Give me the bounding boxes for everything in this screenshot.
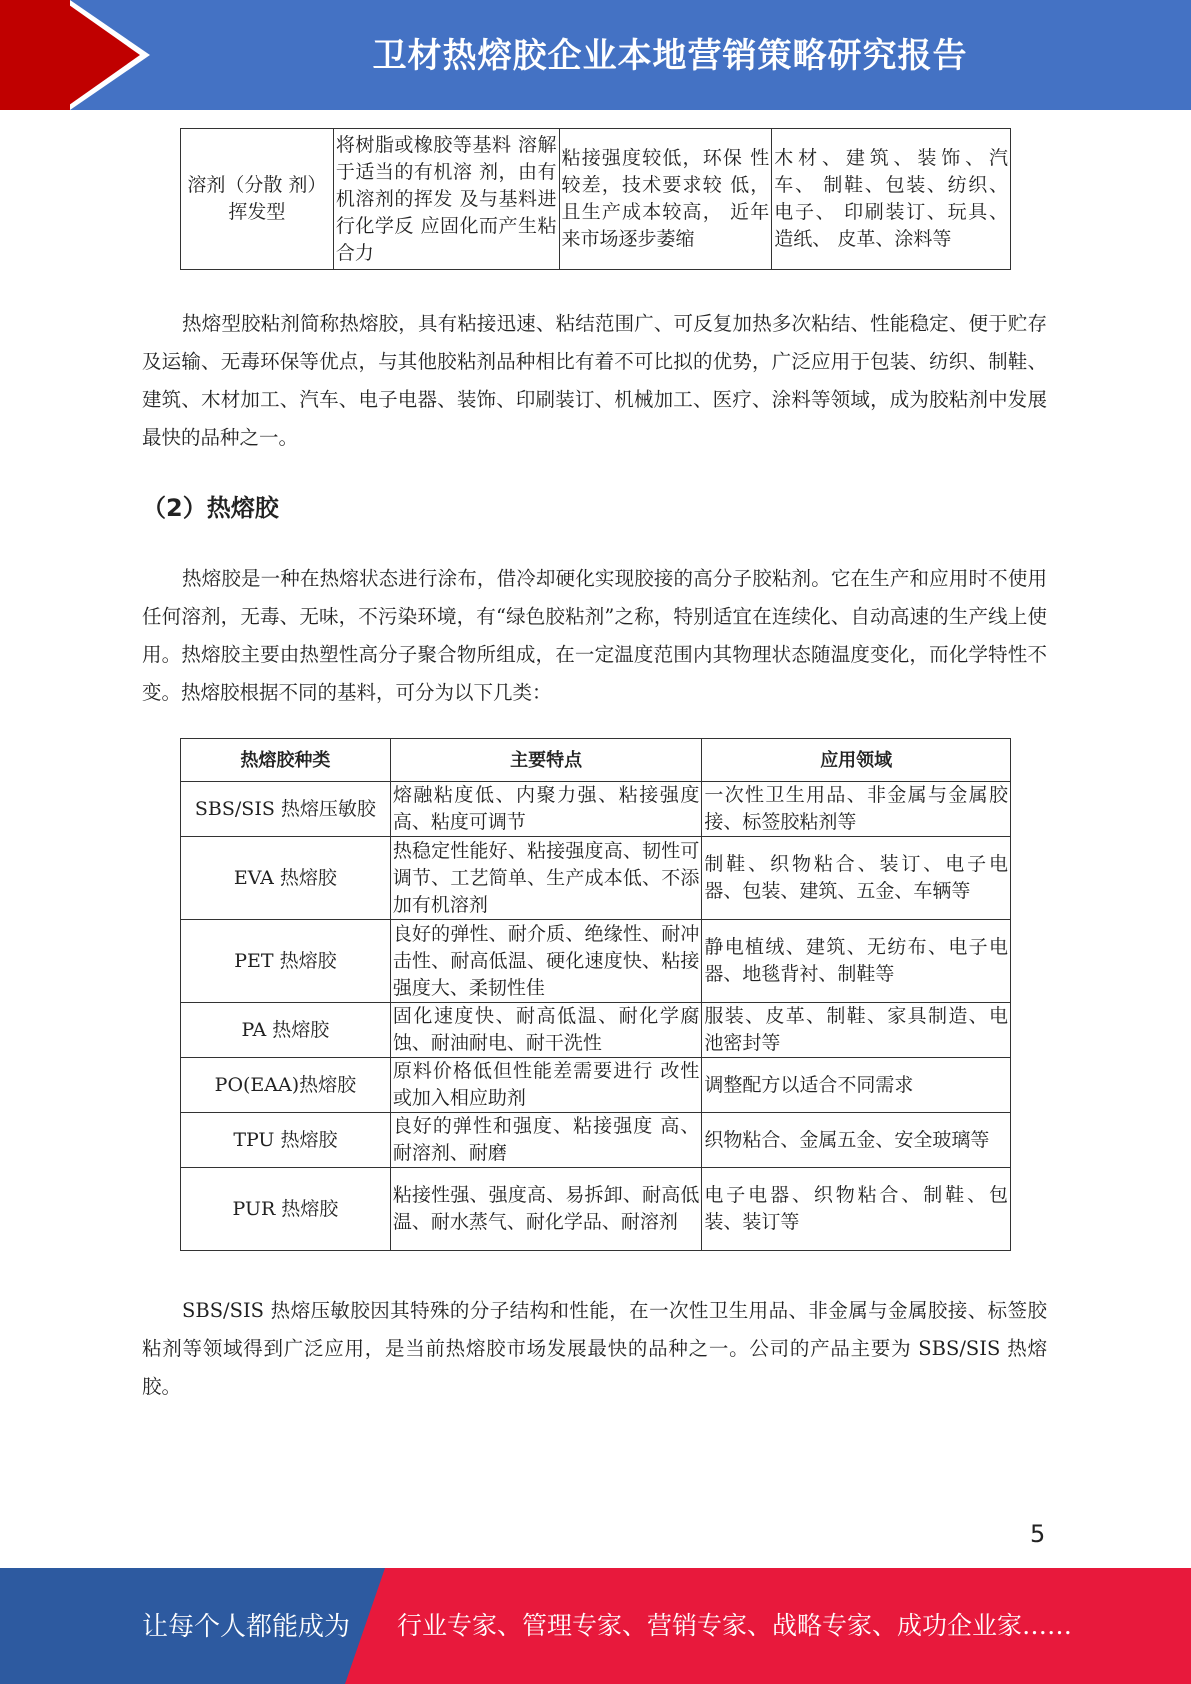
table-cell: 电子电器、织物粘合、制鞋、包装、装订等 (702, 1168, 1011, 1251)
table-cell: 良好的弹性和强度、粘接强度 高、耐溶剂、耐磨 (390, 1113, 702, 1168)
table-row (181, 129, 1011, 270)
paragraph-sbs-sis: SBS/SIS 热熔压敏胶因其特殊的分子结构和性能，在一次性卫生用品、非金属与金属胶接、标签胶粘剂等领域得到广泛应用，是当前热熔胶市场发展最快的品种之一。公司的产品主要为 SBS/SIS 热熔胶。 (142, 1299, 1047, 1398)
table-row (181, 782, 1011, 837)
table-row (181, 1003, 1011, 1058)
table-cell: TPU 热熔胶 (181, 1113, 391, 1168)
table-cell: 熔融粘度低、内聚力强、粘接强度高、粘度可调节 (390, 782, 702, 837)
table-cell: 溶剂（分散 剂）挥发型 (181, 129, 334, 270)
paragraph-hotmelt-intro: 热熔型胶粘剂简称热熔胶，具有粘接迅速、粘结范围广、可反复加热多次粘结、性能稳定、便于贮存及运输、无毒环保等优点，与其他胶粘剂品种相比有着不可比拟的优势，广泛应用于包装、纺织、制鞋、建筑、木材加工、汽车、电子电器、装饰、印刷装订、机械加工、医疗、涂料等领域，成为胶粘剂中发展最快的品种之一。 (142, 312, 1047, 449)
report-title: 卫材热熔胶企业本地营销策略研究报告 (372, 36, 968, 76)
table-cell: 良好的弹性、耐介质、绝缘性、耐冲击性、耐高低温、硬化速度快、粘接强度大、柔韧性佳 (390, 920, 702, 1003)
table-cell: 调整配方以适合不同需求 (702, 1058, 1011, 1113)
column-header: 应用领域 (702, 739, 1011, 782)
table-row (181, 1168, 1011, 1251)
table-row (181, 920, 1011, 1003)
table-cell: PET 热熔胶 (181, 920, 391, 1003)
table-cell: 热稳定性能好、粘接强度高、韧性可调节、工艺简单、生产成本低、不添加有机溶剂 (390, 837, 702, 920)
table-row (181, 1113, 1011, 1168)
header-red-block (0, 0, 70, 110)
table-cell: 固化速度快、耐高低温、耐化学腐蚀、耐油耐电、耐干洗性 (390, 1003, 702, 1058)
hotmelt-types-table (180, 738, 1011, 1251)
page-number: 5 (1030, 1520, 1046, 1548)
table-cell: SBS/SIS 热熔压敏胶 (181, 782, 391, 837)
footer-slogan-left: 让每个人都能成为 (142, 1612, 351, 1642)
column-header: 主要特点 (390, 739, 702, 782)
table-cell: 木材、建筑、装饰、汽 车、 制鞋、包装、纺织、电子、 印刷装订、玩具、造纸、 皮革、涂料等 (772, 129, 1011, 270)
table-cell: PO(EAA)热熔胶 (181, 1058, 391, 1113)
table-header-row (181, 739, 1011, 782)
table-cell: 将树脂或橡胶等基料 溶解于适当的有机溶 剂，由有机溶剂的挥发 及与基料进行化学反 应固化而产生粘合力 (333, 129, 559, 270)
header-red-chevron (62, 0, 140, 110)
section-heading: （2）热熔胶 (142, 494, 279, 522)
table-cell: EVA 热熔胶 (181, 837, 391, 920)
table-cell: 粘接强度较低，环保 性较差，技术要求较 低，且生产成本较高， 近年来市场逐步萎缩 (559, 129, 772, 270)
table-row (181, 837, 1011, 920)
table-cell: PUR 热熔胶 (181, 1168, 391, 1251)
paragraph-hotmelt-definition: 热熔胶是一种在热熔状态进行涂布，借冷却硬化实现胶接的高分子胶粘剂。它在生产和应用时不使用任何溶剂，无毒、无味，不污染环境，有“绿色胶粘剂”之称，特别适宜在连续化、自动高速的生产线上使用。热熔胶主要由热塑性高分子聚合物所组成，在一定温度范围内其物理状态随温度变化，而化学特性不变。热熔胶根据不同的基料，可分为以下几类： (142, 567, 1047, 704)
table-cell: 静电植绒、建筑、无纺布、电子电器、地毯背衬、制鞋等 (702, 920, 1011, 1003)
table-cell: PA 热熔胶 (181, 1003, 391, 1058)
table-cell: 原料价格低但性能差需要进行 改性或加入相应助剂 (390, 1058, 702, 1113)
page-header (0, 0, 1191, 110)
table-row (181, 1058, 1011, 1113)
footer-blue-slant (345, 1568, 385, 1684)
footer-slogan-right: 行业专家、管理专家、营销专家、战略专家、成功企业家…… (397, 1611, 1073, 1640)
adhesive-type-table-continued (180, 128, 1011, 270)
table-cell: 一次性卫生用品、非金属与金属胶接、标签胶粘剂等 (702, 782, 1011, 837)
table-cell: 织物粘合、金属五金、安全玻璃等 (702, 1113, 1011, 1168)
table-cell: 服装、皮革、制鞋、家具制造、电池密封等 (702, 1003, 1011, 1058)
page-footer (0, 1568, 1191, 1684)
table-cell: 制鞋、织物粘合、装订、电子电器、包装、建筑、五金、车辆等 (702, 837, 1011, 920)
table-cell: 粘接性强、强度高、易拆卸、耐高低温、耐水蒸气、耐化学品、耐溶剂 (390, 1168, 702, 1251)
column-header: 热熔胶种类 (181, 739, 391, 782)
